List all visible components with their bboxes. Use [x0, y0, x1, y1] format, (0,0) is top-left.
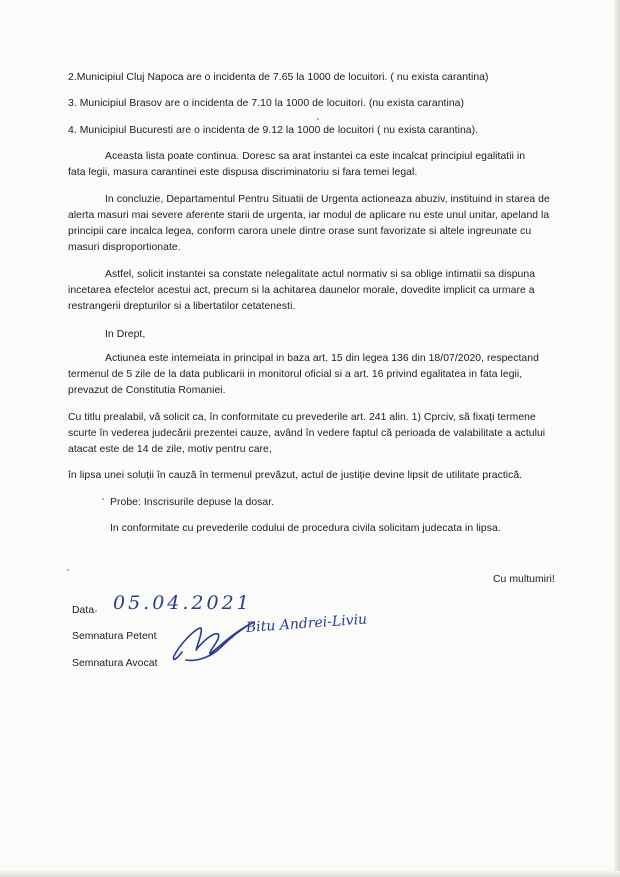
text-line-probe: Probe: Inscrisurile depuse la dosar.: [110, 497, 275, 508]
scan-speck: [95, 610, 97, 612]
text-line-prealabil-3: atacat este de 14 de zile, motiv pentru care,: [68, 444, 272, 455]
text-line-prealabil-2: scurte în vederea judecării prezentei cauze, având în vedere faptul că perioada de valabilitate a actului: [68, 428, 546, 439]
section-heading-in-drept: In Drept,: [105, 329, 146, 340]
label-data: Data: [72, 605, 95, 616]
text-line-actiunea-3: prevazut de Constitutia Romaniei.: [68, 385, 226, 396]
text-line-lista-2: fata legii, masura carantinei este dispusa discriminatoriu si fara temei legal.: [68, 167, 418, 178]
text-line-bucuresti: 4. Municipiul Bucuresti are o incidenta de 9.12 la 1000 de locuitori ( nu exista carantina).: [68, 125, 479, 136]
text-line-cluj: 2.Municipiul Cluj Napoca are o incidenta de 7.65 la 1000 de locuitori. ( nu exista carantina): [68, 72, 489, 83]
text-line-brasov: 3. Municipiul Brasov are o incidenta de 7.10 la 1000 de locuitori. (nu exista carantina): [68, 98, 465, 109]
scan-speck: [67, 569, 69, 571]
text-line-lipsa-solutii: în lipsa unei soluții în cauză în termenul prevăzut, actul de justiție devine lipsit de utilitate practică.: [68, 470, 523, 481]
label-semnatura-petent: Semnatura Petent: [72, 631, 157, 642]
text-line-lista-1: Aceasta lista poate continua. Doresc sa arat instantei ca este incalcat principiul egalitatii in: [105, 151, 526, 162]
text-line-concluzie-4: masuri disproportionate.: [68, 242, 181, 253]
text-line-prealabil-1: Cu titlu prealabil, vă solicit ca, în conformitate cu prevederile art. 241 alin. 1) Cprciv, să fixați termene: [68, 412, 536, 423]
text-line-astfel-3: restrangerii drepturilor si a libertatilor cetatenesti.: [68, 301, 296, 312]
label-semnatura-avocat: Semnatura Avocat: [72, 658, 158, 669]
closing-thanks: Cu multumiri!: [493, 574, 555, 585]
scan-speck: [317, 118, 319, 120]
page-edge-right: [614, 0, 620, 877]
handwritten-signature-name: Bitu Andrei-Liviu: [245, 611, 368, 636]
text-line-actiunea-1: Actiunea este intemeiata in principal in baza art. 15 din legea 136 din 18/07/2020, respectand: [105, 353, 539, 364]
handwritten-date: 05.04.2021: [113, 592, 252, 614]
text-line-concluzie-2: alerta masuri mai severe aferente starii de urgenta, iar modul de aplicare nu este unul unitar, apeland la: [68, 210, 550, 221]
page-edge-bottom: [0, 871, 620, 877]
text-line-concluzie-1: In concluzie, Departamentul Pentru Situatii de Urgenta actioneaza abuziv, instituind in starea de: [105, 194, 550, 205]
text-line-judecata-lipsa: In conformitate cu prevederile codului de procedura civila solicitam judecata in lipsa.: [110, 523, 501, 534]
text-line-astfel-1: Astfel, solicit instantei sa constate nelegalitate actul normativ si sa oblige intimatii sa dispuna: [105, 269, 536, 280]
text-line-actiunea-2: termenul de 5 zile de la data publicarii in monitorul oficial si a art. 16 privind egalitatea in fata legii,: [68, 369, 523, 380]
text-line-concluzie-3: principii care incalca legea, conform carora unele dintre orase sunt favorizate si altele ingreunate cu: [68, 226, 532, 237]
text-line-astfel-2: incetarea efectelor acestui act, precum si la achitarea daunelor morale, dovedite implicit ca urmare a: [68, 285, 535, 296]
scan-speck: [102, 498, 104, 500]
